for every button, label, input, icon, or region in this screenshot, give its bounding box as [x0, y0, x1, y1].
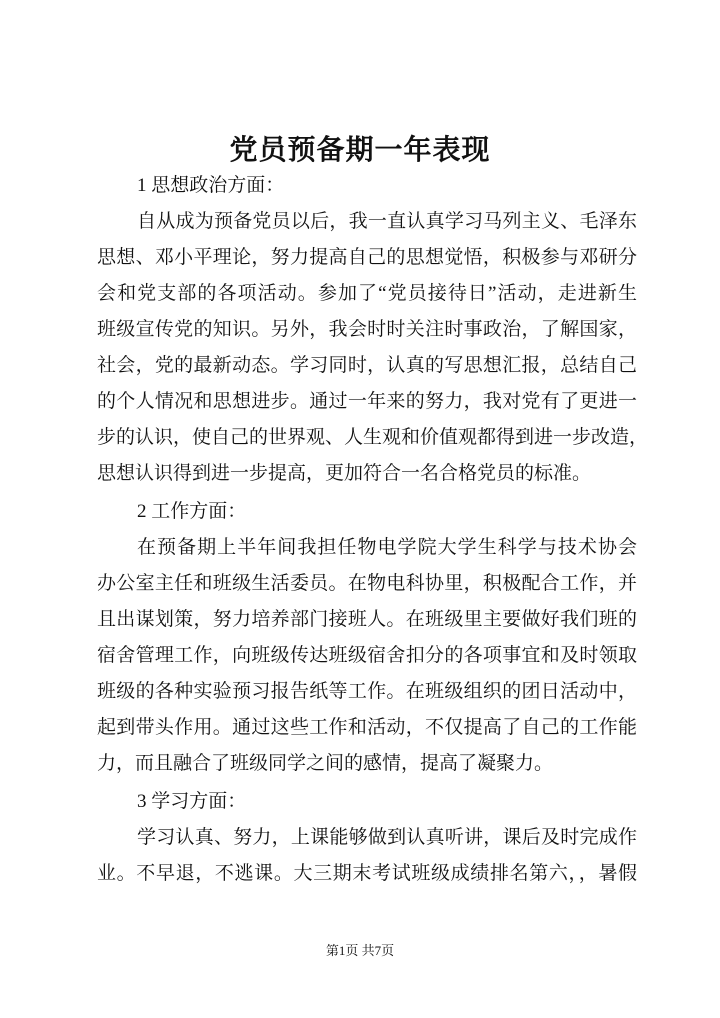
paragraph-line: 办公室主任和班级生活委员。在物电科协里，积极配合工作，并	[97, 573, 637, 594]
paragraph-line: 思想认识得到进一步提高，更加符合一名合格党员的标准。	[97, 463, 592, 484]
section-heading: 1 思想政治方面：	[137, 175, 285, 196]
paragraph-line: 自从成为预备党员以后，我一直认真学习马列主义、毛泽东	[137, 211, 637, 232]
section-heading: 3 学习方面：	[137, 791, 247, 812]
paragraph-line: 会和党支部的各项活动。参加了“党员接待日”活动，走进新生	[97, 283, 637, 304]
paragraph-line: 的个人情况和思想进步。通过一年来的努力，我对党有了更进一	[97, 391, 637, 412]
page-footer: 第1页 共7页	[325, 943, 395, 958]
paragraph-line: 步的认识，使自己的世界观、人生观和价值观都得到进一步改造，	[97, 427, 649, 448]
paragraph-line: 班级的各种实验预习报告纸等工作。在班级组织的团日活动中，	[97, 681, 637, 702]
paragraph-line: 且出谋划策，努力培养部门接班人。在班级里主要做好我们班的	[97, 609, 637, 630]
paragraph-line: 起到带头作用。通过这些工作和活动，不仅提高了自己的工作能	[97, 717, 637, 738]
document-title: 党员预备期一年表现	[229, 135, 491, 166]
paragraph-line: 业。不早退，不逃课。大三期末考试班级成绩排名第六，，暑假	[97, 863, 637, 884]
paragraph-line: 在预备期上半年间我担任物电学院大学生科学与技术协会	[137, 537, 637, 558]
paragraph-line: 班级宣传党的知识。另外，我会时时关注时事政治，了解国家，	[97, 319, 637, 340]
document-body	[97, 168, 649, 892]
paragraph-line: 社会，党的最新动态。学习同时，认真的写思想汇报，总结自己	[97, 355, 637, 376]
paragraph-line: 力，而且融合了班级同学之间的感情，提高了凝聚力。	[97, 753, 554, 774]
paragraph-line: 宿舍管理工作，向班级传达班级宿舍扣分的各项事宜和及时领取	[97, 645, 637, 666]
paragraph-line: 思想、邓小平理论，努力提高自己的思想觉悟，积极参与邓研分	[97, 247, 637, 268]
section-heading: 2 工作方面：	[137, 501, 247, 522]
paragraph-line: 学习认真、努力，上课能够做到认真听讲，课后及时完成作	[137, 827, 637, 848]
